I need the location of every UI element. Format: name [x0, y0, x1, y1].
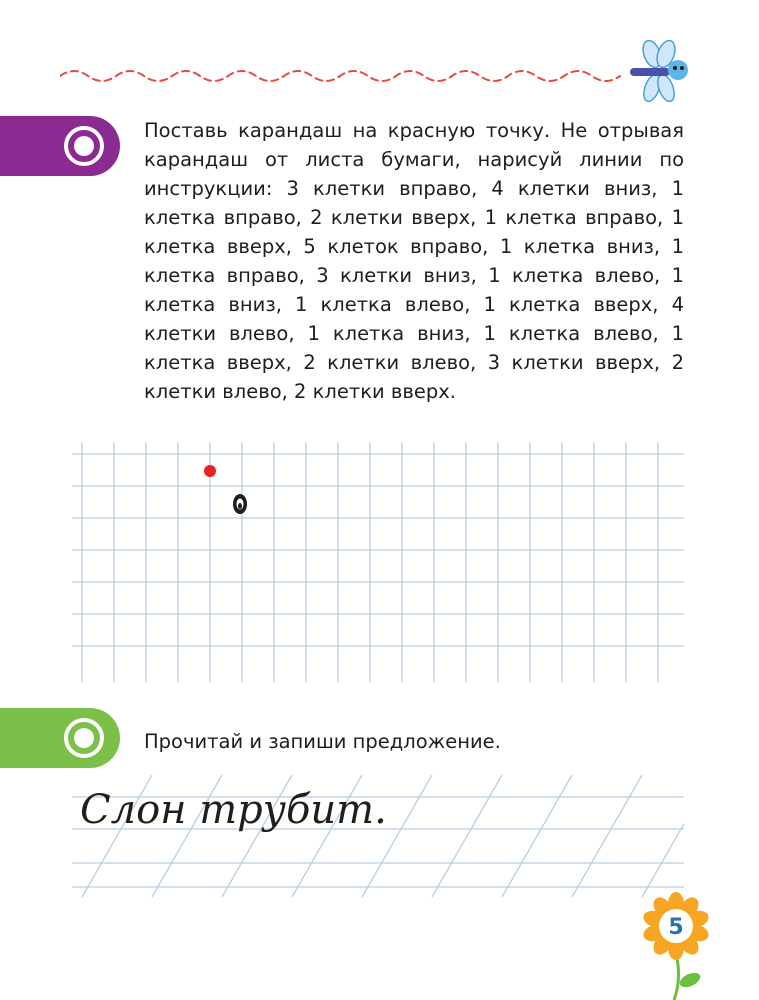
start-red-dot	[204, 465, 216, 477]
wavy-divider	[60, 62, 632, 90]
handwritten-sample: Слон трубит.	[80, 787, 387, 833]
page-number-flower	[638, 890, 718, 1000]
task2-instruction: Прочитай и запиши предложение.	[144, 730, 501, 753]
task1-instruction: Поставь карандаш на красную точку. Не отрывая карандаш от листа бумаги, нарисуй линии по инструкции: 3 клетки вправо, 4 клетки вниз, 1 клетка вправо, 2 клетки вверх, 1 клетка вправо, 1 клетка вверх, 5 клеток вправо, 1 клетка вниз, 1 клетка вправо, 3 клетки вниз, 1 клетка влево, 1 клетка вниз, 1 клетка влево, 1 клетка вверх, 4 клетки влево, 1 клетка вниз, 1 клетка влево, 1 клетка вверх, 2 клетки влево, 3 клетки вверх, 2 клетки влево, 2 клетки вверх.	[144, 119, 684, 403]
task-marker-green	[0, 708, 120, 768]
pencil-hole-icon	[233, 494, 247, 514]
dragonfly-icon	[628, 40, 694, 106]
drawing-grid[interactable]	[72, 442, 684, 682]
task-marker-icon	[64, 718, 104, 758]
task-marker-purple	[0, 116, 120, 176]
handwriting-lines[interactable]	[72, 775, 684, 900]
task-marker-icon	[64, 126, 104, 166]
page-number: 5	[668, 915, 684, 940]
